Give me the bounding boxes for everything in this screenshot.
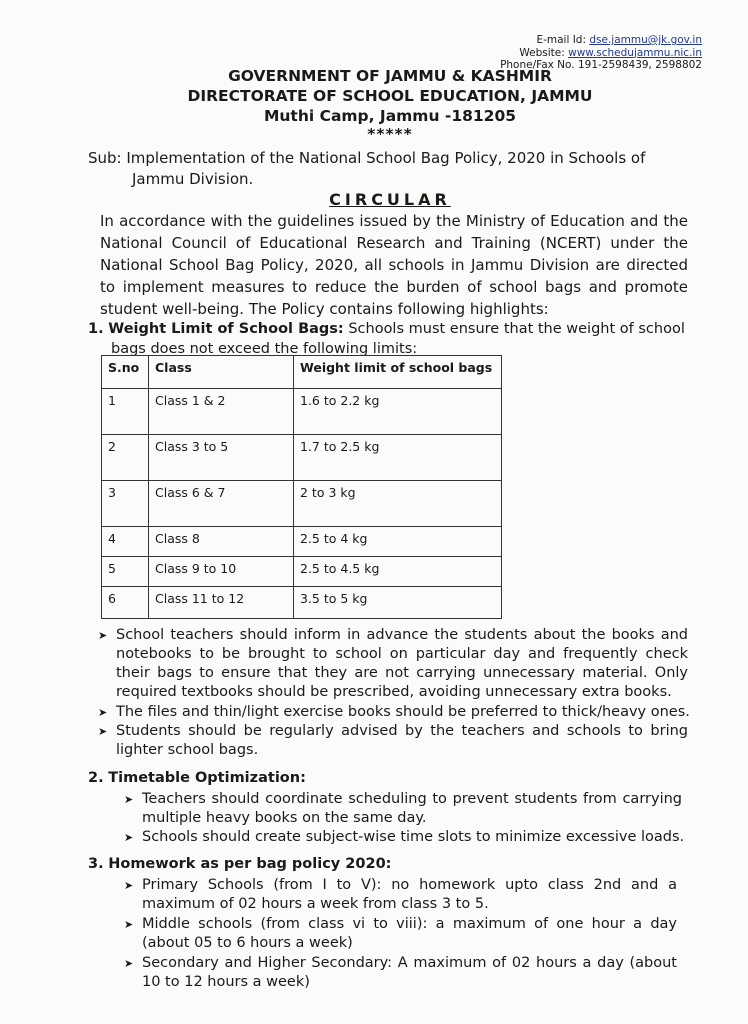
intro-paragraph — [38, 210, 688, 320]
arrow-bullet-icon: ➤ — [124, 918, 134, 931]
cell-weight: 1.6 to 2.2 kg — [294, 389, 502, 435]
email-line: E-mail Id: dse.jammu@jk.gov.in — [536, 34, 702, 46]
cell-class: Class 8 — [149, 527, 294, 557]
cell-sno: 3 — [102, 481, 149, 527]
item-3-bullet: ➤ Middle schools (from class vi to viii): a maximum of one hour a day (about 05 to 6 hours a week) — [124, 916, 677, 951]
header-weight: Weight limit of school bags — [294, 356, 502, 389]
header-stars: ***** — [367, 125, 413, 143]
item-1-text-2: bags does not exceed the following limits: — [111, 341, 418, 357]
header-sno: S.no — [102, 356, 149, 389]
table-row — [102, 435, 502, 481]
website-line: Website: www.schedujammu.nic.in — [519, 46, 702, 59]
cell-weight: 2 to 3 kg — [294, 481, 502, 527]
item-3-bullet: ➤ Primary Schools (from I to V): no homework upto class 2nd and a maximum of 02 hours a week from class 3 to 5. — [124, 877, 677, 912]
item-1-bullet: ➤ Students should be regularly advised by the teachers and schools to bring lighter school bags. — [98, 723, 688, 758]
cell-sno: 1 — [102, 389, 149, 435]
item-3-title: Homework as per bag policy 2020: — [108, 856, 392, 872]
cell-sno: 5 — [102, 557, 149, 587]
circular-title: CIRCULAR — [329, 190, 451, 209]
cell-weight: 3.5 to 5 kg — [294, 587, 502, 619]
cell-class: Class 6 & 7 — [149, 481, 294, 527]
contact-block — [500, 34, 702, 72]
cell-sno: 6 — [102, 587, 149, 619]
item-3-number: 3. — [88, 856, 104, 872]
cell-weight: 1.7 to 2.5 kg — [294, 435, 502, 481]
item-3 — [88, 854, 391, 874]
arrow-bullet-icon: ➤ — [124, 831, 134, 844]
intro-text: In accordance with the guidelines issued by the Ministry of Education and the National Council of Educational Research and Training (NCERT) under the National School Bag Policy, 2020, all schools in Jammu Division are directed to implement measures to reduce the burden of school bags and promote student well-being. The Policy contains following highlights: — [100, 212, 688, 318]
table-row — [102, 481, 502, 527]
subject — [88, 148, 698, 190]
cell-sno: 4 — [102, 527, 149, 557]
bag-weight-table — [101, 355, 502, 619]
header-class: Class — [149, 356, 294, 389]
table-row — [102, 527, 502, 557]
item-1-bullet: ➤ The files and thin/light exercise books should be preferred to thick/heavy ones. — [98, 704, 690, 720]
subject-line-2: Jammu Division. — [132, 170, 254, 188]
table-row — [102, 389, 502, 435]
item-3-bullet: ➤ Secondary and Higher Secondary: A maximum of 02 hours a day (about 10 to 12 hours a week) — [124, 955, 677, 990]
arrow-bullet-icon: ➤ — [124, 793, 134, 806]
cell-sno: 2 — [102, 435, 149, 481]
item-2-bullet: ➤ Teachers should coordinate scheduling to prevent students from carrying multiple heavy books on the same day. — [124, 791, 682, 826]
table-header-row — [102, 356, 502, 389]
header-directorate: DIRECTORATE OF SCHOOL EDUCATION, JAMMU — [187, 87, 593, 105]
item-2 — [88, 768, 306, 788]
arrow-bullet-icon: ➤ — [98, 725, 108, 738]
cell-class: Class 3 to 5 — [149, 435, 294, 481]
item-1 — [88, 319, 693, 359]
header-address: Muthi Camp, Jammu -181205 — [263, 107, 517, 125]
arrow-bullet-icon: ➤ — [98, 706, 108, 719]
subject-line-1: Sub: Implementation of the National School Bag Policy, 2020 in Schools of — [88, 149, 646, 167]
email-link[interactable]: dse.jammu@jk.gov.in — [589, 34, 702, 46]
cell-class: Class 9 to 10 — [149, 557, 294, 587]
cell-weight: 2.5 to 4 kg — [294, 527, 502, 557]
phone-line: Phone/Fax No. 191-2598439, 2598802 — [500, 59, 702, 71]
website-link[interactable]: www.schedujammu.nic.in — [568, 46, 702, 59]
table-row — [102, 557, 502, 587]
item-2-title: Timetable Optimization: — [108, 770, 306, 786]
item-2-number: 2. — [88, 770, 104, 786]
cell-weight: 2.5 to 4.5 kg — [294, 557, 502, 587]
arrow-bullet-icon: ➤ — [98, 629, 108, 642]
cell-class: Class 11 to 12 — [149, 587, 294, 619]
arrow-bullet-icon: ➤ — [124, 957, 134, 970]
item-1-title: Weight Limit of School Bags: — [108, 321, 344, 337]
item-1-number: 1. — [88, 321, 104, 337]
item-2-bullet: ➤ Schools should create subject-wise time slots to minimize excessive loads. — [124, 829, 685, 845]
arrow-bullet-icon: ➤ — [124, 879, 134, 892]
item-1-bullet: ➤ School teachers should inform in advance the students about the books and notebooks to be brought to school on particular day and frequently check their bags to ensure that they are not carrying unnecessary material. Only required textbooks should be prescribed, avoiding unnecessary extra books. — [98, 627, 688, 700]
item-1-text: Schools must ensure that the weight of school — [343, 321, 685, 337]
header-government: GOVERNMENT OF JAMMU & KASHMIR — [228, 67, 552, 85]
table-row — [102, 587, 502, 619]
cell-class: Class 1 & 2 — [149, 389, 294, 435]
